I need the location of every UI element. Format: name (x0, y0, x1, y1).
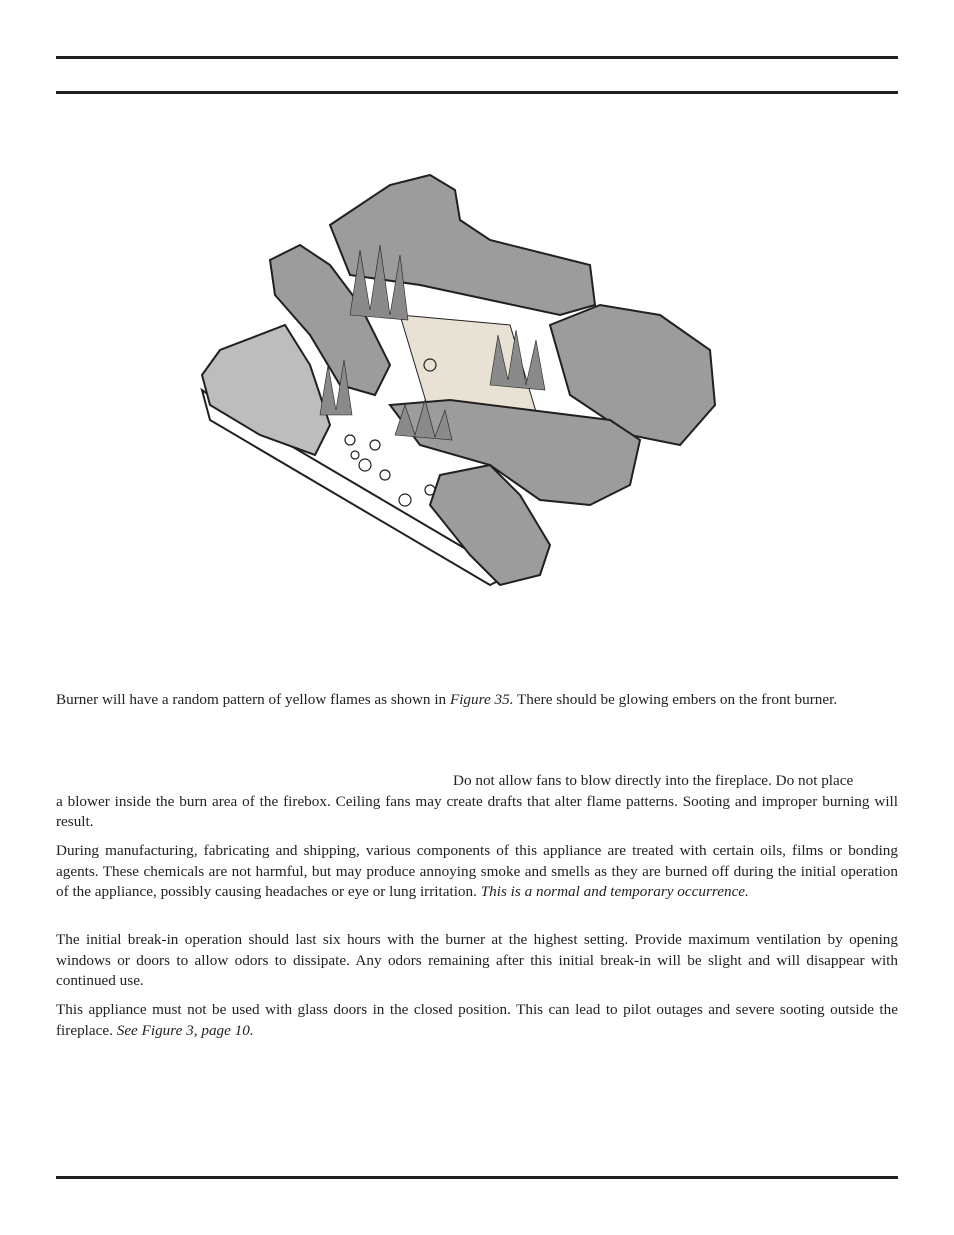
back-log (330, 175, 595, 315)
glass-doors-paragraph: This appliance must not be used with glass doors in the closed position. This can lead to pilot outages and severe sooting outside the fireplace. See Figure 3, page 10. (56, 1001, 898, 1039)
top-rule (56, 56, 898, 59)
footer-rule (56, 1176, 898, 1179)
header-rule (56, 91, 898, 94)
drafts-paragraph: Do not allow fans to blow directly into the fireplace. Do not place a blower inside the burn area of the firebox. Ceiling fans may create drafts that alter flame patterns. Sooting and improper burning will result. (56, 772, 898, 831)
left-log (202, 325, 330, 455)
flame-pattern-paragraph: Burner will have a random pattern of yellow flames as shown in Figure 35. There should be glowing embers on the front burner. (56, 691, 838, 708)
break-in-paragraph: The initial break-in operation should last six hours with the burner at the highest setting. Provide maximum ventilation by opening windows or doors to allow odors to dissipate. Any odors remaining after this initial break-in will be slight and will disappear with continued use. (56, 931, 898, 990)
chemicals-paragraph: During manufacturing, fabricating and shipping, various components of this appliance are treated with certain oils, films or bonding agents. These chemicals are not harmful, but may produce annoying smoke and smells as they are burned off during the initial operation of the appliance, possibly causing headaches or eye or lung irritation. This is a normal and temporary occurrence. (56, 842, 898, 901)
log-set-illustration (190, 165, 730, 595)
